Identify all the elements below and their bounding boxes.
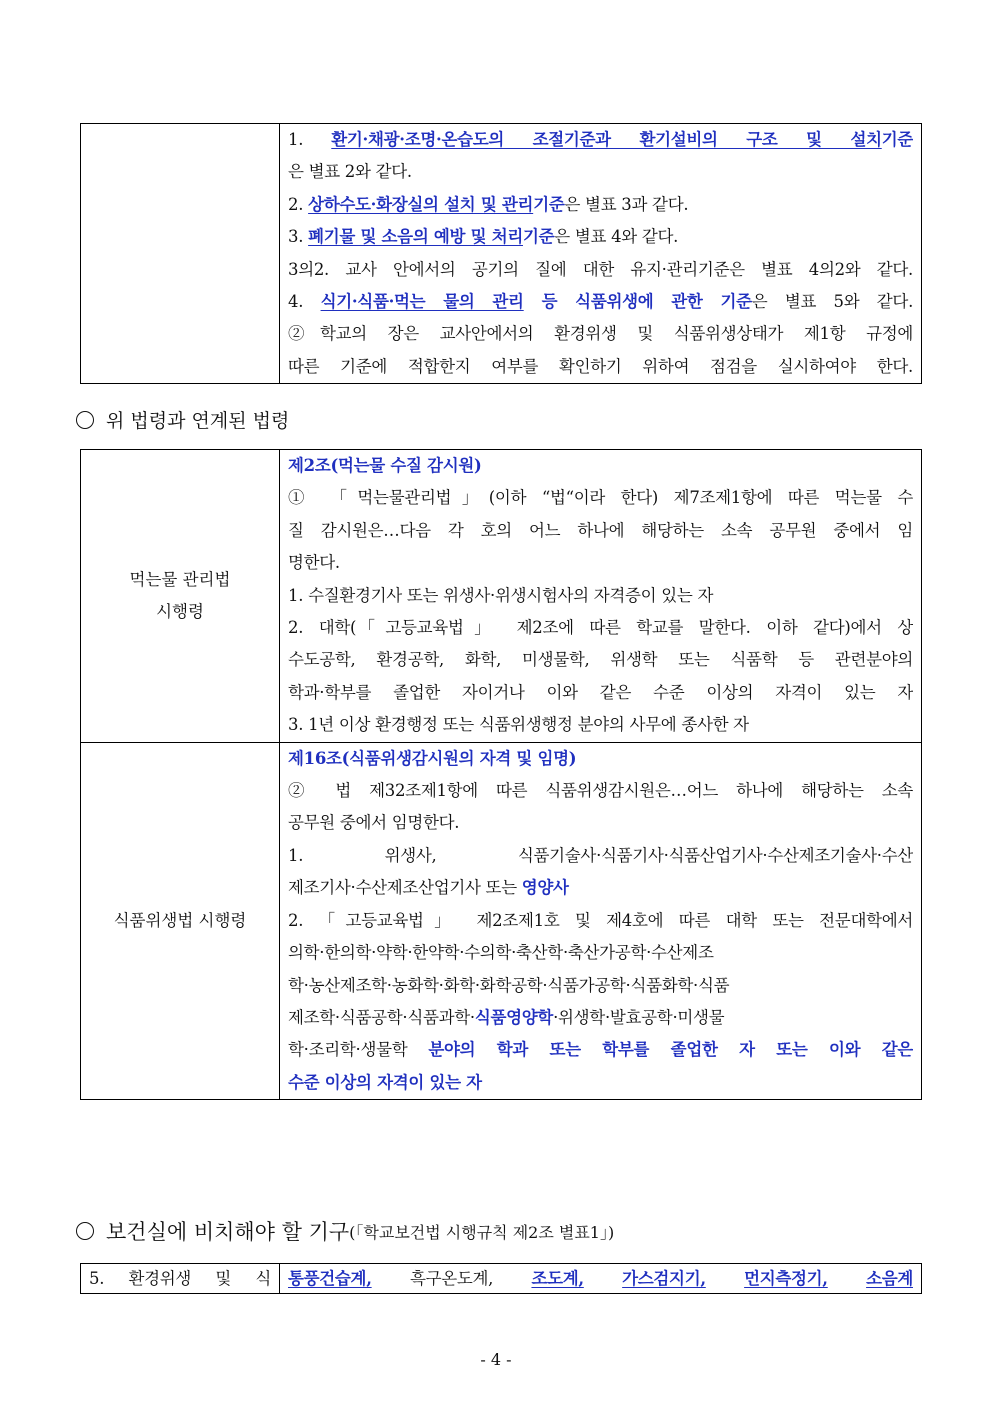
text-line	[288, 254, 913, 286]
text-run: 은 별표 2와 같다.	[288, 162, 412, 182]
page-number: - 4 -	[480, 1350, 512, 1369]
law-text-cell	[280, 450, 922, 743]
related-laws-table	[80, 449, 922, 1100]
text-run: 수준 이상의 자격이 있는 자	[288, 1072, 482, 1092]
text-run: 가스검지기,	[622, 1269, 706, 1288]
text-line	[288, 743, 913, 775]
text-run: 제16조(식품위생감시원의 자격 및 임명)	[288, 748, 577, 768]
equipment-category: 5. 환경위생 및 식	[89, 1269, 271, 1288]
table-row	[81, 1264, 922, 1294]
text-line	[288, 807, 913, 839]
text-line	[288, 872, 913, 904]
text-run: 상하수도·화장실의 설치 및 관리	[308, 194, 534, 214]
text-line	[288, 709, 913, 741]
section-title: 위 법령과 연계된 법령	[106, 410, 290, 432]
empty-label-cell	[81, 124, 280, 384]
equipment-list	[288, 1264, 913, 1293]
text-line	[288, 189, 913, 221]
law-name-cell	[81, 450, 280, 743]
law-name-cell	[81, 742, 280, 1099]
text-run: 은 별표 4와 같다.	[554, 227, 679, 247]
text-run: 3. 1년 이상 환경행정 또는 식품위생행정 분야의 사무에 종사한 자	[288, 715, 749, 735]
text-run: 제조기사·수산제조산업기사 또는	[288, 878, 522, 898]
section-title: 보건실에 비치해야 할 기구	[106, 1220, 350, 1244]
text-run: 2.	[288, 194, 309, 214]
text-run: ② 법 제32조제1항에 따른 식품위생감시원은…어느 하나에 해당하는 소속	[288, 781, 913, 801]
equipment-table	[80, 1263, 922, 1294]
text-run	[706, 1269, 744, 1288]
text-run: 3의2. 교사 안에서의 공기의 질에 대한 유지·관리기준은 별표 4의2와 같다.	[288, 259, 913, 279]
section-note: (「학교보건법 시행규칙 제2조 별표1」)	[349, 1222, 615, 1242]
text-line	[288, 124, 913, 156]
text-run: 조도계,	[531, 1269, 584, 1288]
law-name-line: 먹는물 관리법	[129, 569, 231, 589]
text-run: 학·농산제조학·농화학·화학·화학공학·식품가공학·식품화학·식품	[288, 975, 730, 995]
text-run: 기준	[881, 130, 913, 149]
text-run: 먼지측정기,	[744, 1269, 828, 1288]
text-line	[288, 970, 913, 1002]
text-run: 1. 위생사, 식품기술사·식품기사·식품산업기사·수산제조기술사·수산	[288, 845, 913, 865]
text-line	[288, 1034, 913, 1066]
table-row	[81, 450, 922, 743]
text-run: 식품영양학	[474, 1007, 554, 1027]
text-run: 분야의 학과 또는 학부를 졸업한 자 또는 이와 같은	[428, 1040, 913, 1060]
text-run: 통풍건습계,	[288, 1269, 372, 1288]
text-run: 영양사	[521, 878, 569, 898]
text-line	[288, 221, 913, 253]
text-run: 제조학·식품공학·식품과학·	[288, 1007, 475, 1027]
text-run: 등 식품위생에 관한 기준	[523, 292, 752, 312]
circle-bullet-icon	[76, 1222, 94, 1240]
text-run: 기준	[522, 227, 555, 247]
text-line	[288, 840, 913, 872]
text-run: 기준	[533, 194, 565, 214]
text-run: 질 감시원은…다음 각 호의 어느 하나에 해당하는 소속 공무원 중에서 임	[288, 520, 913, 540]
text-line	[288, 547, 913, 579]
text-line	[288, 677, 913, 709]
text-line	[288, 515, 913, 547]
text-run: ②학교의 장은 교사안에서의 환경위생 및 식품위생상태가 제1항 규정에	[288, 324, 913, 344]
text-line	[288, 351, 913, 383]
text-run: 흑구온도계,	[371, 1269, 532, 1288]
text-run: 의학·한의학·약학·한약학·수의학·축산학·축산가공학·수산제조	[288, 943, 714, 963]
text-run: 환기·채광·조명·온습도의 조절기준과 환기설비의 구조 및 설치	[331, 130, 882, 149]
law-name-line: 식품위생법 시행령	[113, 910, 247, 930]
text-run	[584, 1269, 622, 1288]
text-run: 학과·학부를 졸업한 자이거나 이와 같은 수준 이상의 자격이 있는 자	[288, 682, 913, 702]
text-run: 따른 기준에 적합한지 여부를 확인하기 위하여 점검을 실시하여야 한다.	[288, 356, 913, 376]
text-line	[288, 580, 913, 612]
text-run: 1. 수질환경기사 또는 위생사·위생시험사의 자격증이 있는 자	[288, 585, 714, 605]
equipment-category-cell	[81, 1264, 280, 1294]
text-run: 은 별표 3과 같다.	[564, 194, 689, 214]
text-line	[288, 775, 913, 807]
regulation-table-1	[80, 123, 922, 384]
text-line	[288, 644, 913, 676]
text-line	[288, 1067, 913, 1099]
text-run: 수도공학, 환경공학, 화학, 미생물학, 위생학 또는 식품학 등 관련분야의	[288, 650, 913, 670]
circle-bullet-icon	[76, 411, 94, 429]
equipment-list-cell	[280, 1264, 922, 1294]
text-run: 명한다.	[288, 553, 340, 573]
section-heading-equipment	[76, 1216, 614, 1246]
text-run: ① 「먹는물관리법」(이하 “법“이라 한다) 제7조제1항에 따른 먹는물 수	[288, 488, 913, 508]
law-text-cell	[280, 742, 922, 1099]
text-line	[288, 612, 913, 644]
text-run: 소음계	[866, 1269, 913, 1288]
text-run: 3.	[288, 227, 309, 247]
table-row	[81, 742, 922, 1099]
text-run	[828, 1269, 866, 1288]
text-run: ·위생학·발효공학·미생물	[553, 1007, 725, 1027]
section-heading-related-laws	[76, 406, 289, 433]
text-run: 공무원 중에서 임명한다.	[288, 813, 460, 833]
text-run: 식기·식품·먹는 물의 관리	[320, 292, 524, 312]
text-line	[288, 905, 913, 937]
text-line	[288, 937, 913, 969]
text-run: 1.	[288, 130, 332, 149]
text-line	[288, 450, 913, 482]
text-line	[288, 156, 913, 188]
text-run: 은 별표 5와 같다.	[751, 292, 913, 312]
text-line	[288, 1002, 913, 1034]
text-run: 2. 대학(「고등교육법」 제2조에 따른 학교를 말한다. 이하 같다)에서 상	[288, 618, 913, 638]
text-line	[288, 286, 913, 318]
text-run: 제2조(먹는물 수질 감시원)	[288, 456, 482, 475]
regulation-text-cell	[280, 124, 922, 384]
text-run: 폐기물 및 소음의 예방 및 처리	[308, 227, 523, 247]
text-run: 학·조리학·생물학	[288, 1040, 429, 1060]
text-run: 4.	[288, 292, 321, 312]
text-line	[288, 482, 913, 514]
text-run: 2. 「고등교육법」 제2조제1호 및 제4호에 따른 대학 또는 전문대학에서	[288, 910, 913, 930]
text-line	[288, 318, 913, 350]
law-name-line: 시행령	[156, 601, 204, 621]
